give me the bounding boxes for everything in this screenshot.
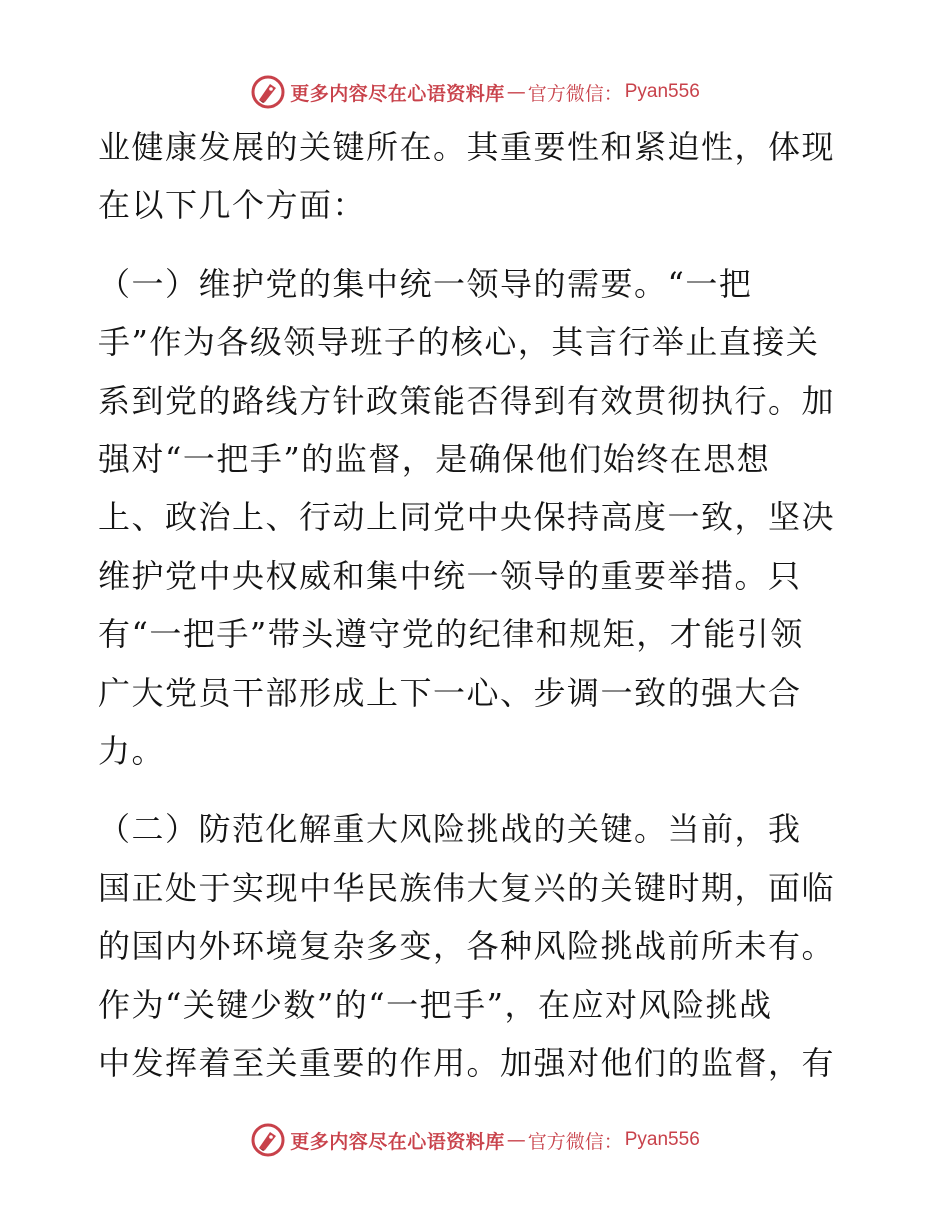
text-line: （二）防范化解重大风险挑战的关键。当前，我 — [98, 810, 802, 849]
watermark-dash: — — [506, 1129, 526, 1151]
watermark-account-id: Pyan556 — [624, 81, 700, 102]
watermark-dash: — — [506, 81, 526, 103]
watermark-account-label: 官方微信： — [527, 82, 623, 105]
text-line: 有“一把手”带头遵守党的纪律和规矩，才能引领 — [98, 615, 804, 654]
footer-watermark — [0, 1120, 950, 1160]
text-line: 在以下几个方面： — [98, 186, 367, 225]
watermark-account-id: Pyan556 — [624, 1129, 700, 1150]
pen-nib-logo-icon — [250, 74, 286, 110]
text-line: 上、政治上、行动上同党中央保持高度一致，坚决 — [98, 498, 836, 537]
paragraph-intro — [98, 118, 858, 235]
text-line: 强对“一把手”的监督，是确保他们始终在思想 — [98, 440, 771, 479]
text-line: 中发挥着至关重要的作用。加强对他们的监督，有 — [98, 1044, 836, 1083]
watermark-main-text: 更多内容尽在心语资料库 — [290, 82, 505, 105]
text-line: 作为“关键少数”的“一把手”，在应对风险挑战 — [98, 985, 773, 1024]
text-line: 维护党中央权威和集中统一领导的重要举措。只 — [98, 556, 802, 595]
watermark-main-text: 更多内容尽在心语资料库 — [290, 1130, 505, 1153]
paragraph-section-two — [98, 800, 858, 1092]
pen-nib-logo-icon — [250, 1122, 286, 1158]
text-line: 手”作为各级领导班子的核心，其言行举止直接关 — [98, 323, 820, 362]
document-body — [98, 118, 858, 1093]
text-line: 力。 — [98, 732, 166, 771]
text-line: 业健康发展的关键所在。其重要性和紧迫性，体现 — [98, 128, 836, 166]
paragraph-section-one — [98, 255, 858, 781]
watermark-account-label: 官方微信： — [527, 1130, 623, 1153]
text-line: 系到党的路线方针政策能否得到有效贯彻执行。加 — [98, 381, 836, 420]
text-line: （一）维护党的集中统一领导的需要。“一把 — [98, 264, 753, 303]
text-line: 的国内外环境复杂多变，各种风险挑战前所未有。 — [98, 927, 836, 966]
text-line: 广大党员干部形成上下一心、步调一致的强大合 — [98, 673, 802, 712]
text-line: 国正处于实现中华民族伟大复兴的关键时期，面临 — [98, 868, 836, 907]
header-watermark — [0, 72, 950, 112]
